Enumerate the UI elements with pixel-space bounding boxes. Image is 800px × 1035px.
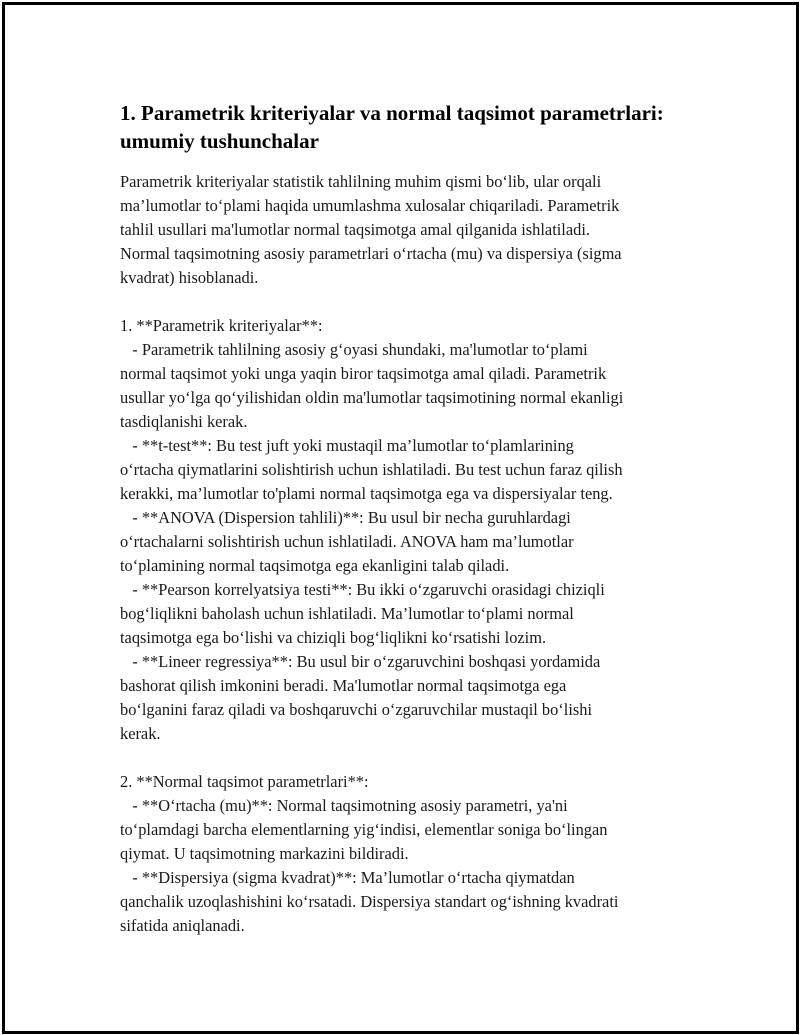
document-body	[120, 99, 695, 938]
paragraph-gap	[120, 746, 695, 770]
document-title	[120, 99, 695, 155]
title-line: umumiy tushunchalar	[120, 129, 319, 153]
intro-paragraph	[120, 170, 695, 290]
text-line: Parametrik kriteriyalar statistik tahlilning muhim qismi bo‘lib, ular orqali	[120, 172, 602, 191]
text-line: taqsimotga ega bo‘lishi va chiziqli bog‘liqlikni ko‘rsatishi lozim.	[120, 628, 547, 647]
text-line: - **ANOVA (Dispersion tahlili)**: Bu usul bir necha guruhlardagi	[120, 508, 571, 527]
text-line: kerakki, ma’lumotlar to'plami normal taqsimotga ega va dispersiyalar teng.	[120, 484, 613, 503]
page-frame	[2, 2, 799, 1034]
text-line: kvadrat) hisoblanadi.	[120, 268, 259, 287]
text-line: qiymat. U taqsimotning markazini bildiradi.	[120, 844, 409, 863]
text-line: kerak.	[120, 724, 161, 743]
text-line: tahlil usullari ma'lumotlar normal taqsimotga amal qilganida ishlatiladi.	[120, 220, 590, 239]
text-line: - **O‘rtacha (mu)**: Normal taqsimotning asosiy parametri, ya'ni	[120, 796, 568, 815]
section-heading-line: 2. **Normal taqsimot parametrlari**:	[120, 772, 369, 791]
text-line: o‘rtacha qiymatlarini solishtirish uchun ishlatiladi. Bu test uchun faraz qilish	[120, 460, 623, 479]
text-line: bashorat qilish imkonini beradi. Ma'lumotlar normal taqsimotga ega	[120, 676, 567, 695]
text-line: tasdiqlanishi kerak.	[120, 412, 248, 431]
text-line: to‘plamining normal taqsimotga ega ekanligini talab qiladi.	[120, 556, 510, 575]
text-line: ma’lumotlar to‘plami haqida umumlashma xulosalar chiqariladi. Parametrik	[120, 196, 620, 215]
text-line: normal taqsimot yoki unga yaqin biror taqsimotga amal qiladi. Parametrik	[120, 364, 607, 383]
text-line: bo‘lganini faraz qiladi va boshqaruvchi o‘zgaruvchilar mustaqil bo‘lishi	[120, 700, 592, 719]
text-line: qanchalik uzoqlashishini ko‘rsatadi. Dispersiya standart og‘ishning kvadrati	[120, 892, 619, 911]
text-line: - **t-test**: Bu test juft yoki mustaqil ma’lumotlar to‘plamlarining	[120, 436, 574, 455]
text-line: usullar yo‘lga qo‘yilishidan oldin ma'lumotlar taqsimotining normal ekanligi	[120, 388, 624, 407]
text-line: - **Pearson korrelyatsiya testi**: Bu ikki o‘zgaruvchi orasidagi chiziqli	[120, 580, 605, 599]
paragraph-gap	[120, 290, 695, 314]
text-line: - **Lineer regressiya**: Bu usul bir o‘zgaruvchini boshqasi yordamida	[120, 652, 601, 671]
text-line: - **Dispersiya (sigma kvadrat)**: Ma’lumotlar o‘rtacha qiymatdan	[120, 868, 575, 887]
text-line: - Parametrik tahlilning asosiy g‘oyasi shundaki, ma'lumotlar to‘plami	[120, 340, 588, 359]
text-line: bog‘liqlikni baholash uchun ishlatiladi. Ma’lumotlar to‘plami normal	[120, 604, 574, 623]
section-heading-line: 1. **Parametrik kriteriyalar**:	[120, 316, 323, 335]
text-line: to‘plamdagi barcha elementlarning yig‘indisi, elementlar soniga bo‘lingan	[120, 820, 608, 839]
section-normal-distribution-parameters	[120, 770, 695, 938]
text-line: o‘rtachalarni solishtirish uchun ishlatiladi. ANOVA ham ma’lumotlar	[120, 532, 574, 551]
text-line: Normal taqsimotning asosiy parametrlari o‘rtacha (mu) va dispersiya (sigma	[120, 244, 622, 263]
section-parametric-criteria	[120, 314, 695, 746]
title-line: 1. Parametrik kriteriyalar va normal taqsimot parametrlari:	[120, 101, 664, 125]
text-line: sifatida aniqlanadi.	[120, 916, 245, 935]
